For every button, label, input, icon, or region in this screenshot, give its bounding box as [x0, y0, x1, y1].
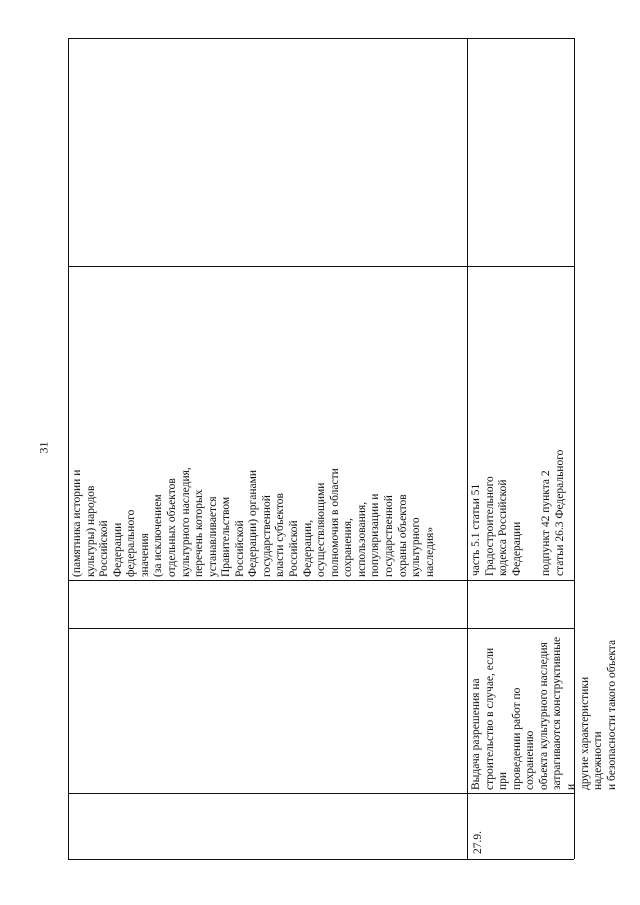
text-line: федерального — [125, 509, 138, 577]
row-number: 27.9. — [472, 831, 484, 854]
text-line: Федерации, — [301, 519, 314, 577]
table-bottom-border — [68, 859, 574, 860]
text-line: власти субъектов — [274, 493, 287, 577]
text-line: Федерации — [510, 521, 523, 576]
cell-top-row-requirements — [69, 267, 466, 579]
text-line: перечень которых — [193, 489, 206, 577]
text-line: Федерации) органами — [247, 469, 260, 577]
text-line: (памятника истории и — [71, 469, 83, 577]
text-line: подпункт 42 пункта 2 — [540, 470, 553, 576]
text-line: наследия» — [423, 526, 436, 577]
text-line: часть 5.1 статьи 51 — [470, 483, 482, 576]
text-line: статьи 26.3 Федерального — [553, 449, 566, 576]
cell-legal-basis — [468, 267, 574, 579]
text-line: культуры) народов — [84, 485, 97, 577]
text-line: кодекса Российской — [497, 479, 510, 576]
text-line: государственной — [382, 495, 395, 577]
text-line: Градостроительного — [483, 476, 496, 576]
text-line: Российской — [98, 520, 111, 577]
text-line: другие характеристики надежности — [578, 676, 605, 790]
cell-service-name — [468, 629, 618, 793]
text-line: строительство в случае, если при — [483, 647, 510, 790]
text-line: отдельных объектов — [165, 478, 178, 577]
text-line: Правительством — [220, 496, 233, 577]
cell-row-number — [468, 794, 574, 859]
text-line: культурного наследия, — [179, 467, 192, 577]
text-line: осуществляющими — [315, 482, 328, 577]
legal-basis — [470, 270, 567, 576]
text-line: Российской — [288, 520, 300, 577]
text-line: Российской — [233, 520, 246, 577]
text-line: объекта культурного наследия — [537, 642, 550, 790]
table-top-border — [68, 38, 574, 39]
text-line: проведении работ по сохранению — [510, 687, 537, 790]
text-line: значения — [138, 533, 151, 577]
row-divider — [68, 580, 574, 581]
text-line: устанавливается — [206, 496, 219, 577]
text-line: сохранения, — [342, 518, 355, 577]
top-row-text — [71, 271, 437, 577]
text-line: Федерации — [111, 522, 124, 577]
text-line: и безопасности такого объекта — [605, 639, 618, 790]
service-description — [470, 630, 619, 790]
text-line: использования, — [355, 501, 368, 577]
text-line: полномочия в области — [328, 468, 341, 577]
text-line: государственной — [260, 495, 273, 577]
text-line: культурного — [410, 517, 423, 577]
page-number: 31 — [36, 441, 51, 454]
text-line: охраны объектов — [396, 494, 409, 577]
text-line: затрагиваются конструктивные и — [551, 636, 577, 790]
text-line: Выдача разрешения на — [470, 678, 482, 790]
text-line: (за исключением — [152, 494, 165, 577]
text-line: популяризации и — [369, 493, 382, 577]
